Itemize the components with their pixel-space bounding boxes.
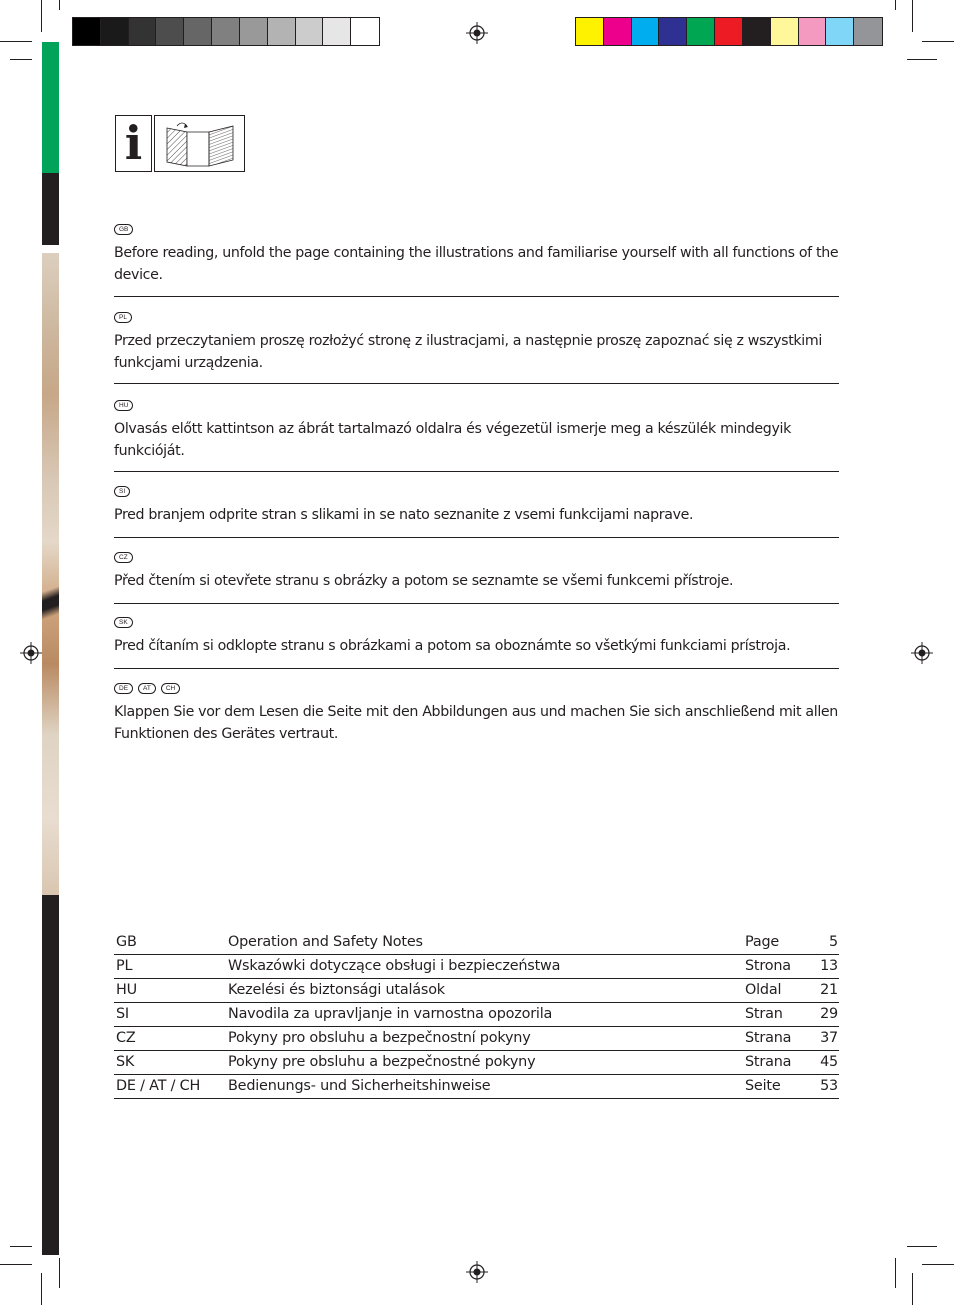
divider	[114, 668, 839, 669]
toc-row	[114, 1075, 839, 1099]
page-label: Page	[745, 934, 780, 950]
language-badge: SI	[114, 486, 130, 497]
registration-mark-icon	[466, 22, 488, 44]
color-swatch	[576, 18, 604, 45]
instruction-text: Pred branjem odprite stran s slikami in se nato seznanite z vsemi funkcijami naprave.	[114, 507, 694, 523]
toc-title: Pokyny pre obsluhu a bezpečnostné pokyny	[228, 1054, 536, 1070]
language-section	[114, 312, 839, 374]
page-number: 13	[820, 958, 838, 974]
divider	[114, 603, 839, 604]
language-code: SI	[116, 1006, 129, 1022]
color-swatch	[632, 18, 660, 45]
color-swatch	[323, 18, 351, 45]
color-swatch	[854, 18, 882, 45]
page-label: Strana	[745, 1054, 792, 1070]
language-badge: DE	[114, 683, 133, 694]
instruction-text: Przed przeczytaniem proszę rozłożyć stronę z ilustracjami, a następnie proszę zapoznać się z wszystkimi funkcjami urządzenia.	[114, 333, 822, 371]
grayscale-bar	[72, 17, 380, 46]
color-swatch	[687, 18, 715, 45]
language-badges	[114, 552, 839, 566]
language-section	[114, 224, 839, 286]
instruction-text: Before reading, unfold the page containing the illustrations and familiarise yourself with all functions of the device.	[114, 245, 839, 283]
page-label: Strana	[745, 1030, 792, 1046]
toc-row	[114, 1003, 839, 1027]
toc-row	[114, 979, 839, 1003]
color-swatch	[743, 18, 771, 45]
color-swatch	[156, 18, 184, 45]
toc-row	[114, 931, 839, 955]
color-swatch	[351, 18, 379, 45]
toc-title: Navodila za upravljanje in varnostna opozorila	[228, 1006, 553, 1022]
language-code: HU	[116, 982, 137, 998]
language-section	[114, 486, 839, 526]
registration-mark-icon	[20, 642, 42, 664]
page-number: 29	[820, 1006, 838, 1022]
page-label: Strona	[745, 958, 791, 974]
color-swatch	[826, 18, 854, 45]
language-badge: CH	[161, 683, 180, 694]
language-badge: GB	[114, 224, 133, 235]
registration-mark-icon	[911, 642, 933, 664]
color-swatch	[771, 18, 799, 45]
instruction-text: Olvasás előtt kattintson az ábrát tartalmazó oldalra és végezetül ismerje meg a készülék mindegyik funkcióját.	[114, 421, 791, 459]
page-label: Oldal	[745, 982, 782, 998]
divider	[114, 296, 839, 297]
divider	[114, 383, 839, 384]
language-badges	[114, 224, 839, 238]
language-section	[114, 617, 839, 657]
language-code: GB	[116, 934, 137, 950]
page-number: 5	[829, 934, 838, 950]
language-badges	[114, 617, 839, 631]
side-strip-photo	[42, 253, 59, 895]
language-section	[114, 400, 839, 462]
side-strip-dark	[42, 173, 59, 245]
color-swatch	[799, 18, 827, 45]
language-badge: CZ	[114, 552, 133, 563]
instruction-text: Klappen Sie vor dem Lesen die Seite mit den Abbildungen aus und machen Sie sich anschließend mit allen Funktionen des Gerätes vertraut.	[114, 704, 838, 742]
info-icon: i	[115, 115, 152, 172]
language-section	[114, 552, 839, 592]
instruction-text: Před čtením si otevřete stranu s obrázky a potom se seznamte se všemi funkcemi přístroje.	[114, 573, 734, 589]
color-swatch	[296, 18, 324, 45]
color-swatch	[101, 18, 129, 45]
language-badges	[114, 683, 839, 697]
color-bar	[575, 17, 883, 46]
page-number: 37	[820, 1030, 838, 1046]
page-label: Stran	[745, 1006, 783, 1022]
color-swatch	[659, 18, 687, 45]
color-swatch	[129, 18, 157, 45]
color-swatch	[268, 18, 296, 45]
language-badge: AT	[138, 683, 156, 694]
language-code: DE / AT / CH	[116, 1078, 201, 1094]
toc-title: Pokyny pro obsluhu a bezpečnostní pokyny	[228, 1030, 531, 1046]
page-number: 53	[820, 1078, 838, 1094]
toc-title: Bedienungs- und Sicherheitshinweise	[228, 1078, 491, 1094]
color-swatch	[212, 18, 240, 45]
language-code: PL	[116, 958, 133, 974]
color-swatch	[604, 18, 632, 45]
language-badge: SK	[114, 617, 133, 628]
unfold-page-icon	[154, 115, 245, 172]
toc-row	[114, 955, 839, 979]
toc-title: Wskazówki dotyczące obsługi i bezpieczeństwa	[228, 958, 561, 974]
color-swatch	[715, 18, 743, 45]
toc-title: Kezelési és biztonsági utalások	[228, 982, 445, 998]
toc-title: Operation and Safety Notes	[228, 934, 423, 950]
toc-row	[114, 1027, 839, 1051]
language-code: CZ	[116, 1030, 136, 1046]
language-badges	[114, 312, 839, 326]
language-badge: PL	[114, 312, 132, 323]
side-strip-green	[42, 42, 59, 173]
page-number: 21	[820, 982, 838, 998]
toc-row	[114, 1051, 839, 1075]
page-number: 45	[820, 1054, 838, 1070]
side-strip-dark	[42, 895, 59, 1255]
language-badges	[114, 486, 839, 500]
color-swatch	[184, 18, 212, 45]
instruction-text: Pred čítaním si odklopte stranu s obrázkami a potom sa oboznámte so všetkými funkciami prístroja.	[114, 638, 791, 654]
table-of-contents	[114, 930, 839, 1099]
language-section	[114, 683, 839, 745]
registration-mark-icon	[466, 1261, 488, 1283]
language-code: SK	[116, 1054, 135, 1070]
color-swatch	[73, 18, 101, 45]
page-label: Seite	[745, 1078, 781, 1094]
divider	[114, 537, 839, 538]
divider	[114, 471, 839, 472]
color-swatch	[240, 18, 268, 45]
language-badges	[114, 400, 839, 414]
language-badge: HU	[114, 400, 133, 411]
